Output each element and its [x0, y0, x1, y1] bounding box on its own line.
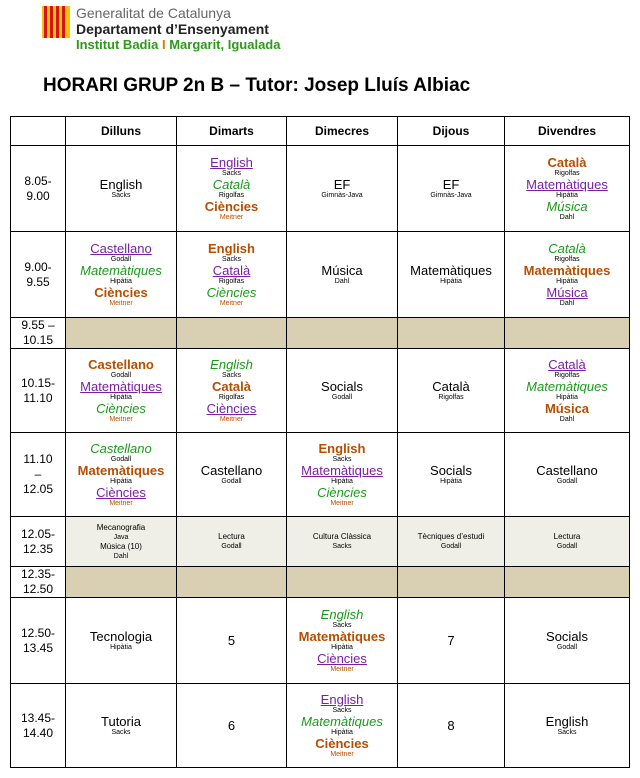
teacher-name: Sacks — [557, 728, 577, 736]
lesson-cell — [66, 598, 177, 684]
lesson-cell — [287, 232, 398, 318]
subject-name: Català — [212, 176, 251, 192]
time-slot-line: 11.10 — [23, 452, 53, 466]
time-slot-line: 12.35 — [22, 541, 54, 556]
teacher-name: Rigolfas — [554, 255, 580, 263]
time-slot-line: 11.10 — [23, 390, 53, 405]
subject-name: Ciències — [317, 484, 367, 500]
subject-name[interactable]: Matemàtiques — [526, 176, 608, 192]
time-slot — [11, 567, 66, 598]
break-cell — [66, 318, 177, 349]
teacher-name: Godall — [221, 543, 242, 550]
lesson-cell — [177, 232, 287, 318]
time-slot — [11, 318, 66, 349]
page-title: HORARI GRUP 2n B – Tutor: Josep Lluís Albiac — [43, 75, 471, 96]
teacher-name: Sacks — [111, 191, 131, 199]
teacher-name: Meitner — [330, 665, 354, 673]
subject-name[interactable]: Català — [212, 262, 251, 278]
lesson-cell — [177, 684, 287, 768]
teacher-name: Rigolfas — [218, 393, 245, 401]
subject-name[interactable]: Matemàtiques — [80, 378, 162, 394]
break-cell — [287, 318, 398, 349]
teacher-name: Hipàtia — [110, 393, 132, 401]
subject-name[interactable]: English — [210, 154, 253, 170]
subject-name: English — [208, 240, 255, 256]
time-slot-line: 12.05- — [20, 526, 56, 541]
teacher-name: Gimnàs-Java — [430, 191, 472, 199]
subject-name: Música — [544, 400, 590, 416]
teacher-name: Sacks — [332, 455, 352, 463]
time-slot — [11, 146, 66, 232]
lesson-cell — [398, 433, 505, 517]
teacher-name: Rigolfas — [218, 191, 245, 199]
time-slot-line: 13.45- — [20, 710, 56, 725]
subject-name: Castellano — [88, 356, 154, 372]
corner-cell — [11, 117, 66, 146]
lesson-cell — [505, 232, 630, 318]
teacher-name: Godall — [110, 255, 132, 263]
day-header: Divendres — [505, 117, 630, 146]
teacher-name: Hipàtia — [440, 477, 462, 485]
teacher-name: Godall — [556, 477, 578, 485]
lesson-cell — [505, 433, 630, 517]
subject-name: Socials — [430, 462, 472, 478]
teacher-name: Hipàtia — [331, 643, 353, 651]
teacher-name: Hipàtia — [331, 477, 353, 485]
lesson-cell — [398, 684, 505, 768]
lesson-cell — [505, 684, 630, 768]
activity-name: Música (10) — [100, 541, 142, 551]
break-cell — [177, 567, 287, 598]
teacher-name: Sacks — [221, 255, 242, 263]
subject-name[interactable]: Ciències — [206, 400, 257, 416]
timetable-row — [11, 433, 630, 517]
break-cell — [177, 318, 287, 349]
teacher-name: Hipàtia — [440, 277, 462, 285]
subject-name: Matemàtiques — [301, 713, 383, 729]
break-cell — [66, 567, 177, 598]
time-slot-line: 9.00- — [24, 259, 52, 274]
lesson-cell — [177, 433, 287, 517]
time-slot-line: 10.15- — [20, 375, 56, 390]
lesson-cell — [177, 517, 287, 567]
subject-name: EF — [333, 176, 351, 192]
empty-slot-number: 7 — [447, 633, 455, 648]
subject-name[interactable]: Castellano — [90, 240, 152, 256]
subject-name: Música — [546, 198, 588, 214]
time-slot-line: – — [34, 467, 42, 481]
teacher-name: Sacks — [221, 371, 242, 379]
subject-name: Ciències — [315, 735, 369, 751]
subject-name: Català — [547, 154, 587, 170]
activity-name: Mecanografia — [96, 522, 146, 532]
teacher-name: Meitner — [109, 415, 133, 423]
lesson-cell — [287, 146, 398, 232]
activity-name: Lectura — [218, 532, 245, 541]
timetable-row — [11, 567, 630, 598]
time-slot-line: 14.40 — [22, 725, 54, 740]
time-slot — [11, 684, 66, 768]
teacher-name: Rigolfas — [554, 371, 580, 379]
subject-name: EF — [442, 176, 460, 192]
subject-name: Tecnologia — [89, 628, 153, 644]
lesson-cell — [287, 684, 398, 768]
lesson-cell — [505, 598, 630, 684]
activity-name: Cultura Clàssica — [312, 532, 372, 541]
subject-name: English — [545, 713, 589, 729]
teacher-name: Sacks — [111, 728, 131, 736]
subject-name: Castellano — [90, 440, 152, 456]
teacher-name: Godall — [556, 643, 578, 651]
lesson-cell — [505, 349, 630, 433]
time-slot-line: 12.05 — [22, 482, 54, 496]
teacher-name: Meitner — [330, 750, 354, 758]
empty-slot-number: 5 — [227, 633, 236, 648]
teacher-name: Hipàtia — [331, 728, 353, 736]
teacher-name: Godall — [110, 371, 132, 379]
lesson-cell — [66, 433, 177, 517]
break-cell — [398, 567, 505, 598]
time-slot-line: 8.05- — [24, 173, 52, 188]
subject-name: Socials — [546, 628, 588, 644]
timetable-row — [11, 598, 630, 684]
timetable-header-row — [11, 117, 630, 146]
lesson-cell — [505, 517, 630, 567]
teacher-name: Rigolfas — [438, 393, 464, 401]
teacher-name: Java — [113, 533, 129, 541]
timetable — [10, 116, 630, 768]
teacher-name: Meitner — [109, 499, 133, 507]
teacher-name: Meitner — [109, 299, 133, 307]
generalitat-name: Generalitat de Catalunya — [76, 5, 231, 21]
teacher-name: Hipàtia — [110, 477, 132, 485]
teacher-name: Dahl — [559, 213, 575, 221]
subject-name[interactable]: Català — [548, 356, 586, 372]
teacher-name: Godall — [110, 455, 132, 463]
subject-name: Matemàtiques — [77, 462, 165, 478]
subject-name: Català — [432, 378, 470, 394]
subject-name: Català — [548, 240, 586, 256]
lesson-cell — [66, 146, 177, 232]
day-header: Dijous — [398, 117, 505, 146]
teacher-name: Dahl — [113, 552, 129, 560]
activity-name: Lectura — [553, 532, 581, 541]
teacher-name: Meitner — [219, 299, 244, 307]
time-slot-line: 12.35- — [20, 567, 56, 581]
lesson-cell — [505, 146, 630, 232]
time-slot — [11, 598, 66, 684]
lesson-cell — [398, 598, 505, 684]
subject-name: Matemàtiques — [410, 262, 492, 278]
lesson-cell — [398, 146, 505, 232]
teacher-name: Meitner — [219, 415, 244, 423]
subject-name[interactable]: Matemàtiques — [301, 462, 383, 478]
teacher-name: Dahl — [559, 415, 575, 423]
break-cell — [287, 567, 398, 598]
teacher-name: Godall — [221, 477, 242, 485]
teacher-name: Sacks — [332, 706, 352, 714]
institute-name: Institut Badia I Margarit, Igualada — [76, 37, 281, 52]
lesson-cell — [287, 349, 398, 433]
day-header: Dilluns — [66, 117, 177, 146]
day-header: Dimecres — [287, 117, 398, 146]
time-slot-line: 10.15 — [22, 333, 54, 347]
teacher-name: Godall — [331, 393, 353, 401]
subject-name: Música — [321, 262, 363, 278]
lesson-cell — [398, 232, 505, 318]
lesson-cell — [177, 146, 287, 232]
teacher-name: Meitner — [330, 499, 354, 507]
lesson-cell — [287, 598, 398, 684]
subject-name: Castellano — [200, 462, 263, 478]
lesson-cell — [287, 517, 398, 567]
teacher-name: Meitner — [219, 213, 244, 221]
subject-name: English — [320, 606, 364, 622]
teacher-name: Hipàtia — [556, 191, 578, 199]
timetable-row — [11, 349, 630, 433]
teacher-name: Sacks — [332, 621, 352, 629]
time-slot-line: 9.55 – — [21, 318, 55, 332]
lesson-cell — [66, 684, 177, 768]
subject-name: Ciències — [206, 284, 257, 300]
subject-name: Castellano — [536, 462, 598, 478]
time-slot — [11, 433, 66, 517]
day-header: Dimarts — [177, 117, 287, 146]
generalitat-logo-icon — [42, 6, 70, 38]
lesson-cell — [287, 433, 398, 517]
subject-name[interactable]: Música — [546, 284, 588, 300]
subject-name: Matemàtiques — [80, 262, 162, 278]
timetable-row — [11, 684, 630, 768]
time-slot — [11, 517, 66, 567]
time-slot-line: 9.00 — [26, 188, 50, 203]
lesson-cell — [398, 349, 505, 433]
subject-name: Ciències — [94, 284, 148, 300]
teacher-name: Hipàtia — [556, 277, 578, 285]
time-slot — [11, 232, 66, 318]
subject-name: Ciències — [96, 400, 146, 416]
timetable-row — [11, 318, 630, 349]
timetable-row — [11, 232, 630, 318]
subject-name: Matemàtiques — [526, 378, 608, 394]
break-cell — [505, 567, 630, 598]
lesson-cell — [177, 598, 287, 684]
time-slot-line: 12.50- — [20, 625, 56, 640]
teacher-name: Gimnàs-Java — [321, 191, 363, 199]
timetable-row — [11, 146, 630, 232]
empty-slot-number: 6 — [227, 718, 236, 733]
break-cell — [505, 318, 630, 349]
teacher-name: Rigolfas — [554, 169, 580, 177]
time-slot-line: 13.45 — [22, 640, 54, 655]
subject-name: Català — [211, 378, 252, 394]
teacher-name: Sacks — [221, 169, 242, 177]
teacher-name: Sacks — [332, 543, 352, 550]
lesson-cell — [398, 517, 505, 567]
subject-name: English — [210, 356, 253, 372]
break-cell — [398, 318, 505, 349]
subject-name: Tutoria — [101, 713, 141, 729]
timetable-row — [11, 517, 630, 567]
empty-slot-number: 8 — [447, 718, 455, 733]
teacher-name: Dahl — [559, 299, 575, 307]
teacher-name: Dahl — [334, 277, 350, 285]
lesson-cell — [177, 349, 287, 433]
subject-name: Socials — [321, 378, 363, 394]
teacher-name: Godall — [556, 543, 578, 550]
subject-name: Matemàtiques — [523, 262, 611, 278]
lesson-cell — [66, 517, 177, 567]
time-slot-line: 12.50 — [22, 582, 54, 596]
lesson-cell — [66, 232, 177, 318]
teacher-name: Hipàtia — [110, 643, 132, 651]
teacher-name: Godall — [440, 543, 462, 550]
teacher-name: Rigolfas — [218, 277, 245, 285]
teacher-name: Hipàtia — [110, 277, 132, 285]
teacher-name: Hipàtia — [556, 393, 578, 401]
subject-name[interactable]: Ciències — [96, 484, 146, 500]
subject-name: English — [99, 176, 143, 192]
subject-name[interactable]: English — [320, 691, 364, 707]
time-slot-line: 9.55 — [26, 274, 50, 289]
subject-name[interactable]: Ciències — [317, 650, 367, 666]
lesson-cell — [66, 349, 177, 433]
department-name: Departament d’Ensenyament — [76, 21, 269, 37]
time-slot — [11, 349, 66, 433]
activity-name: Tècniques d’estudi — [417, 532, 485, 541]
subject-name: English — [318, 440, 366, 456]
subject-name: Ciències — [204, 198, 259, 214]
subject-name: Matemàtiques — [298, 628, 386, 644]
